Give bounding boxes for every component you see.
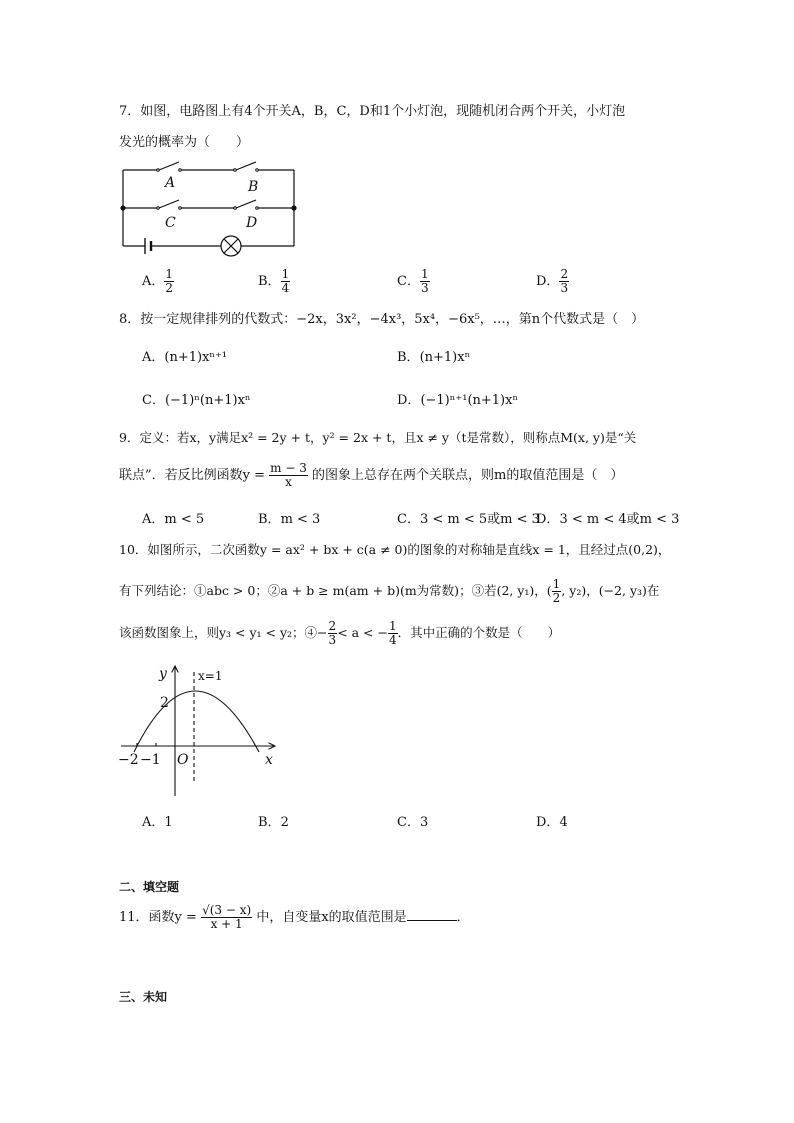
q9-line1: 9．定义：若x，y满足x² = 2y + t，y² = 2x + t，且x ≠ y（t是常数），则称点M(x, y)是“关 [119,430,637,445]
q7-option-b[interactable]: B． $\frac{1}{4}$ [258,267,290,295]
answer-blank[interactable] [407,920,457,921]
switch-label-a: A [165,175,176,191]
q8-option-d[interactable]: D．(−1)ⁿ⁺¹(n+1)xⁿ [397,393,519,408]
circuit-diagram [115,158,305,264]
y-axis-label: y [159,666,167,682]
q11-line: 11．函数y = $\frac{√(3 - x)}{x + 1}$ 中，自变量x的取值范围是 ． [119,903,470,931]
sym-label: x=1 [198,669,223,683]
parabola-curve [134,691,259,752]
switch-label-c: C [165,215,176,231]
q10-option-d[interactable]: D．4 [536,815,568,830]
label-neg1: −1 [140,752,161,768]
q8-option-b[interactable]: B．(n+1)xⁿ [397,350,471,365]
q10-option-a[interactable]: A．1 [142,815,173,830]
q9-option-d[interactable]: D．3 < m < 4或m < 3 [536,512,680,527]
q7-line2: 发光的概率为（ ） [119,135,250,150]
q7-option-d[interactable]: D． $\frac{2}{3}$ [536,267,569,295]
switch-label-d: D [246,215,258,231]
q9-option-b[interactable]: B．m < 3 [258,512,321,527]
parabola-graph [113,660,283,800]
section-title-fill-blank: 二、填空题 [119,880,180,894]
q7-line1: 7．如图，电路图上有4个开关A，B，C，D和1个小灯泡，现随机闭合两个开关，小灯泡 [119,104,626,119]
q9-option-c[interactable]: C．3 < m < 5或m < 3 [397,512,540,527]
q9-line2: 联点”．若反比例函数y = $\frac{m - 3}{x}$ 的图象上总存在两个关联点，则m的取值范围是（ ） [119,461,624,489]
label-2: 2 [160,695,169,711]
q8-option-a[interactable]: A．(n+1)xⁿ⁺¹ [142,350,228,365]
q10-line1: 10．如图所示，二次函数y = ax² + bx + c(a ≠ 0)的图象的对称轴是直线x = 1，且经过点(0,2)， [119,542,671,557]
q10-option-b[interactable]: B．2 [258,815,289,830]
q10-line3: 该函数图象上，则y₃ < y₁ < y₂；④− $\frac{2}{3}$ < a < − $\frac{1}{4}$ ．其中正确的个数是（ ） [119,619,561,647]
q8-option-c[interactable]: C．(−1)ⁿ(n+1)xⁿ [142,393,251,408]
section-title-unknown: 三、未知 [119,990,168,1004]
label-neg2: −2 [118,752,139,768]
q7-option-a[interactable]: A． $\frac{1}{2}$ [142,267,174,295]
switch-label-b: B [248,179,259,195]
q7-option-c[interactable]: C． $\frac{1}{3}$ [397,267,429,295]
q9-option-a[interactable]: A．m < 5 [142,512,205,527]
x-axis-label: x [265,752,273,768]
label-origin: O [177,752,189,768]
q10-line2: 有下列结论：①abc > 0；②a + b ≥ m(am + b)(m为常数)；③若(2, y₁)，( $\frac{1}{2}$ , y₂)，(−2, y₃)在 [119,577,660,605]
q10-option-c[interactable]: C．3 [397,815,429,830]
q8-stem: 8．按一定规律排列的代数式：−2x，3x²，−4x³，5x⁴，−6x⁵，…，第n个代数式是（ ） [119,312,645,327]
